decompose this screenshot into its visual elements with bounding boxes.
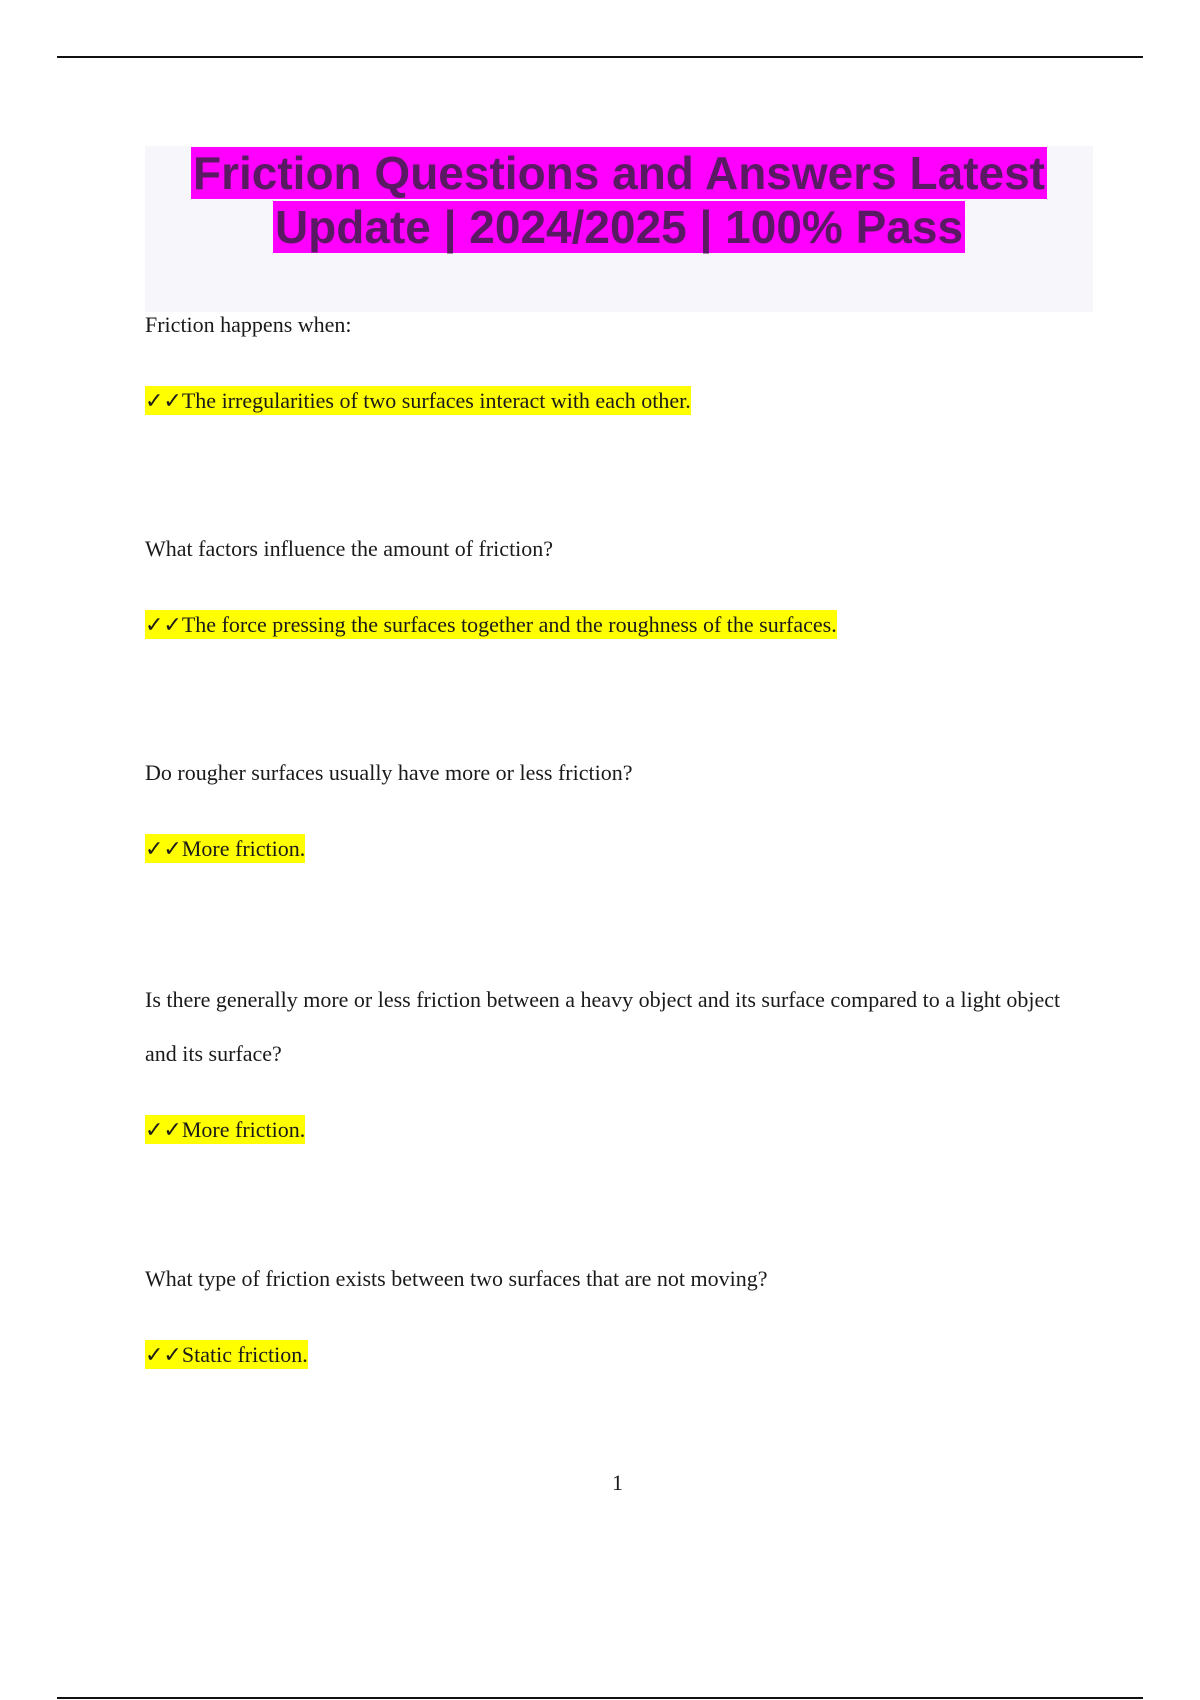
answer-highlight: ✓✓The force pressing the surfaces together and the roughness of the surfaces. (145, 612, 837, 637)
qa-item-1 (145, 298, 1095, 428)
page-number: 1 (612, 1470, 623, 1495)
title-line-2: Update | 2024/2025 | 100% Pass (274, 201, 964, 253)
answer-text (145, 1328, 1095, 1382)
answer-highlight: ✓✓The irregularities of two surfaces interact with each other. (145, 388, 691, 413)
qa-item-4 (145, 973, 1095, 1157)
qa-item-3 (145, 746, 1095, 876)
answer-highlight: ✓✓Static friction. (145, 1342, 308, 1367)
question-text: Do rougher surfaces usually have more or less friction? (145, 760, 633, 785)
answer-text (145, 374, 1095, 428)
answer-highlight: ✓✓More friction. (145, 1117, 306, 1142)
answer-text (145, 1103, 1095, 1157)
question-text: Is there generally more or less friction between a heavy object and its surface compared to a light object and its surface? (145, 987, 1061, 1066)
document-title (145, 146, 1093, 254)
footer-rule (57, 1697, 1143, 1699)
question-text: What type of friction exists between two surfaces that are not moving? (145, 1266, 768, 1291)
title-banner (145, 146, 1093, 312)
question-text: Friction happens when: (145, 312, 352, 337)
answer-highlight: ✓✓More friction. (145, 836, 306, 861)
qa-item-2 (145, 522, 1095, 652)
answer-text (145, 822, 1095, 876)
question-text: What factors influence the amount of friction? (145, 536, 554, 561)
qa-item-5 (145, 1252, 1095, 1382)
answer-text (145, 598, 1095, 652)
title-line-1: Friction Questions and Answers Latest (192, 147, 1045, 199)
header-rule (57, 56, 1143, 58)
